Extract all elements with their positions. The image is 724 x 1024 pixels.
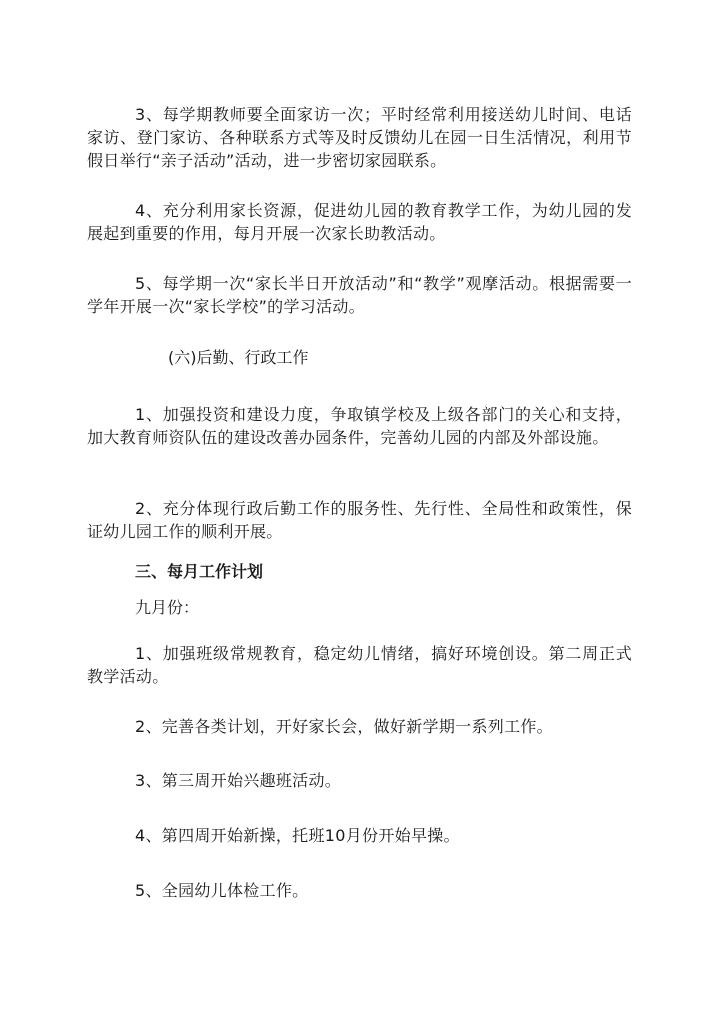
section-heading-logistics: (六)后勤、行政工作 xyxy=(168,348,309,367)
section-heading-monthly-plan: 三、每月工作计划 xyxy=(135,562,264,581)
paragraph-home-visits: 3、每学期教师要全面家访一次；平时经常利用接送幼儿时间、电话家访、登门家访、各种联系方式等及时反馈幼儿在园一日生活情况，利用节假日举行“亲子活动”活动，进一步密切家园联系。 xyxy=(87,105,632,170)
list-item-health-check: 5、全园幼儿体检工作。 xyxy=(135,881,309,900)
paragraph-open-day: 5、每学期一次“家长半日开放活动”和“教学”观摩活动。根据需要一学年开展一次“家长学校”的学习活动。 xyxy=(87,274,632,316)
list-item-new-exercise: 4、第四周开始新操，托班10月份开始早操。 xyxy=(135,826,460,845)
month-label: 九月份： xyxy=(135,598,200,617)
list-item-plans: 2、完善各类计划，开好家长会，做好新学期一系列工作。 xyxy=(135,717,553,736)
paragraph-investment: 1、加强投资和建设力度，争取镇学校及上级各部门的关心和支持，加大教育师资队伍的建设改善办园条件，完善幼儿园的内部及外部设施。 xyxy=(87,405,632,447)
paragraph-parent-resources: 4、充分利用家长资源，促进幼儿园的教育教学工作，为幼儿园的发展起到重要的作用，每月开展一次家长助教活动。 xyxy=(87,201,632,243)
paragraph-admin-service: 2、充分体现行政后勤工作的服务性、先行性、全局性和政策性，保证幼儿园工作的顺利开展。 xyxy=(87,499,632,541)
list-item-interest-class: 3、第三周开始兴趣班活动。 xyxy=(135,771,342,790)
list-item-routine-education: 1、加强班级常规教育，稳定幼儿情绪，搞好环境创设。第二周正式教学活动。 xyxy=(87,644,632,686)
